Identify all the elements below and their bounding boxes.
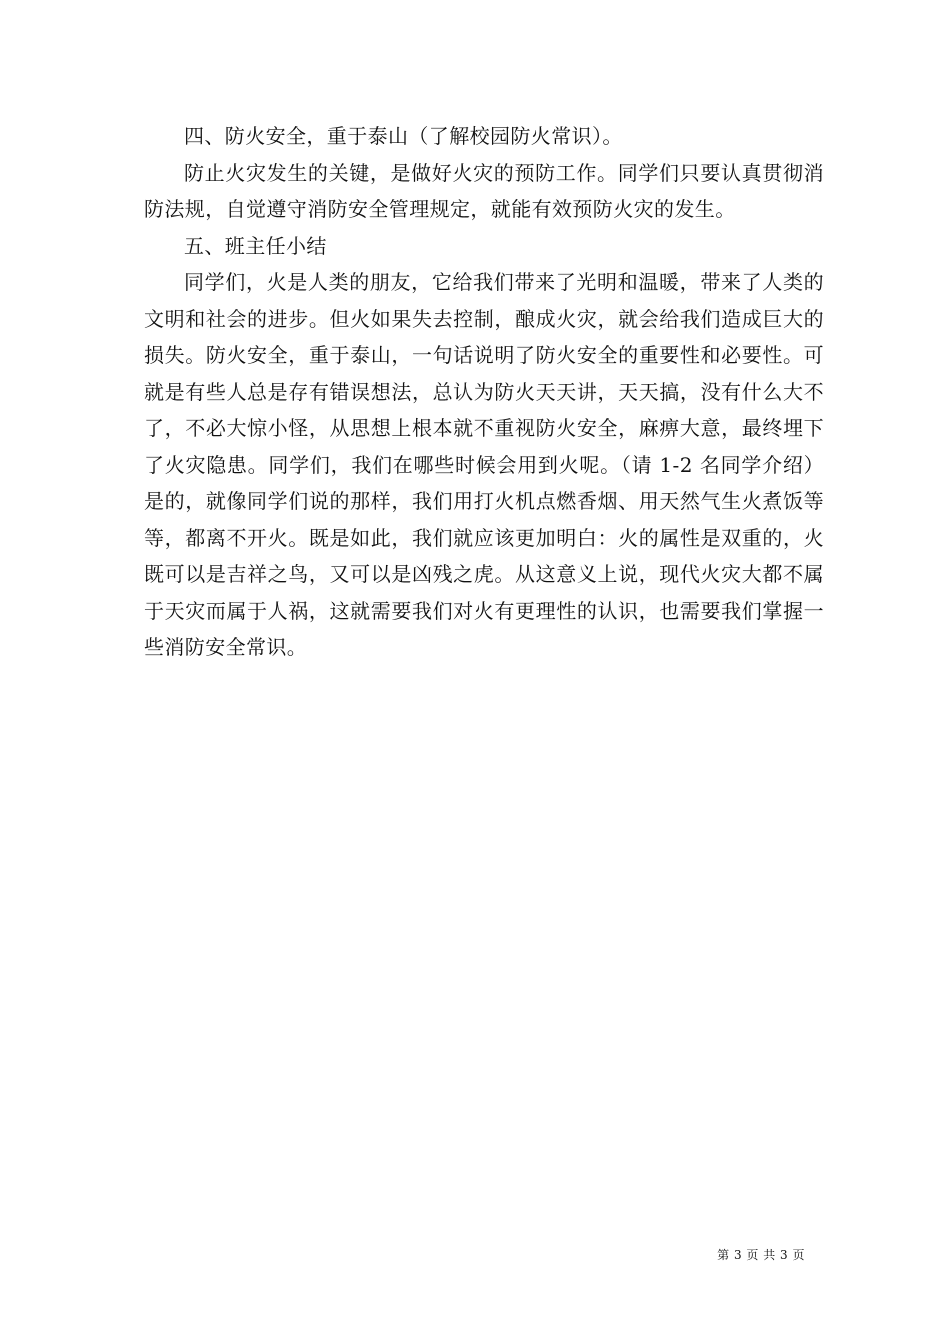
paragraph-fire-prevention: 防止火灾发生的关键，是做好火灾的预防工作。同学们只要认真贯彻消防法规，自觉遵守消防安全管理规定，就能有效预防火灾的发生。 — [144, 160, 824, 221]
paragraph-teacher-summary: 同学们，火是人类的朋友，它给我们带来了光明和温暖，带来了人类的文明和社会的进步。但火如果失去控制，酿成火灾，就会给我们造成巨大的损失。防火安全，重于泰山，一句话说明了防火安全的重要性和必要性。可就是有些人总是存有错误想法，总认为防火天天讲，天天搞，没有什么大不了，不必大惊小怪，从思想上根本就不重视防火安全，麻痹大意，最终埋下了火灾隐患。同学们，我们在哪些时候会用到火呢。（请 1-2 名同学介绍）是的，就像同学们说的那样，我们用打火机点燃香烟、用天然气生火煮饭等等，都离不开火。既是如此，我们就应该更加明白：火的属性是双重的，火既可以是吉祥之鸟，又可以是凶残之虎。从这意义上说，现代火灾大都不属于天灾而属于人祸，这就需要我们对火有更理性的认识，也需要我们掌握一些消防安全常识。 — [144, 270, 824, 659]
document-body — [144, 118, 824, 666]
section-heading-five: 五、班主任小结 — [184, 233, 327, 258]
section-heading-four: 四、防火安全，重于泰山（了解校园防火常识）。 — [184, 124, 623, 148]
page-number: 第 3 页 共 3 页 — [717, 1248, 805, 1262]
